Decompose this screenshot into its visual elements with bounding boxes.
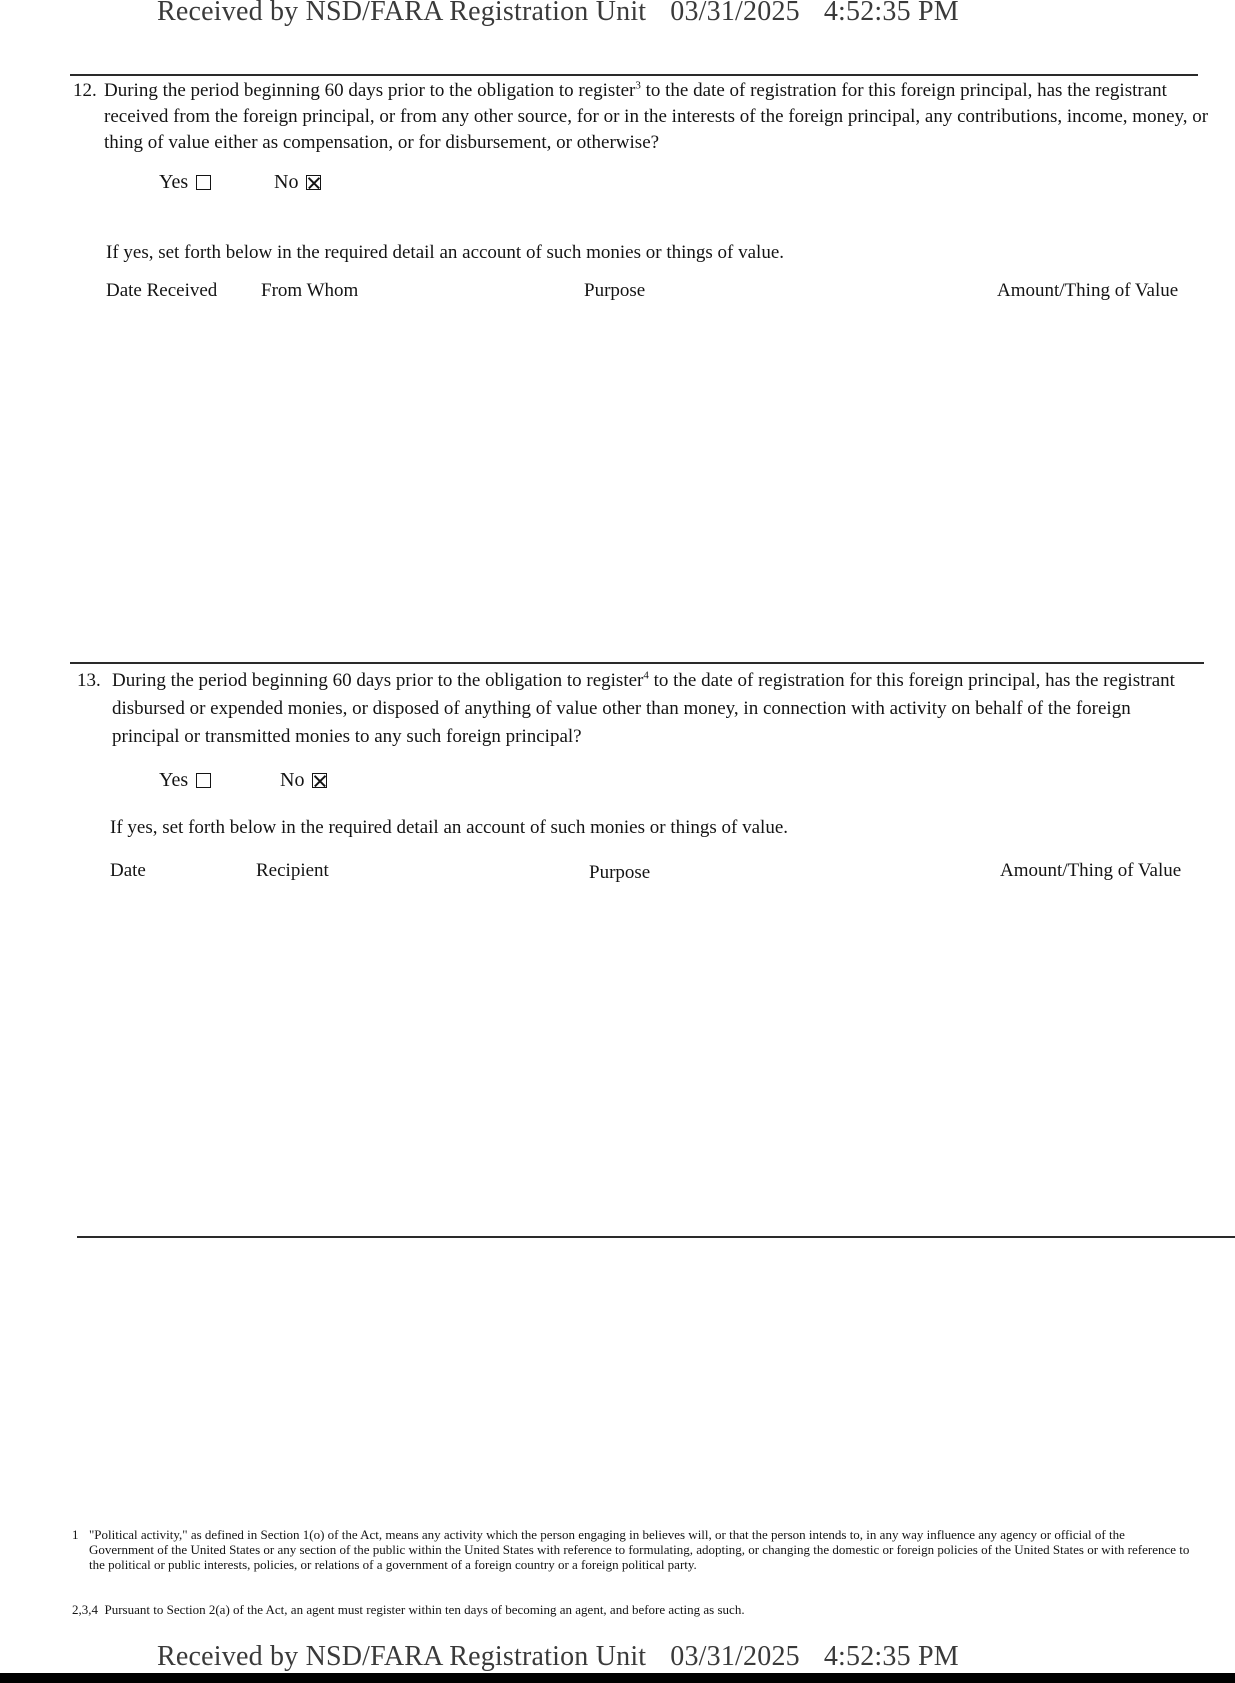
q12-yes-option[interactable] — [159, 171, 211, 194]
footnote-1-text: "Political activity," as defined in Section 1(o) of the Act, means any activity which the person engaging in believes will, or that the person intends to, in any way influence any agency or official of the Government of the United States or any section of the public within the United States with reference to formulating, adopting, or changing the domestic or foreign policies of the United States or with reference to the political or public interests, policies, or relations of a government of a foreign country or a foreign political party. — [89, 1527, 1190, 1572]
q12-col-from-whom: From Whom — [261, 280, 359, 301]
q12-no-checkbox-checked[interactable] — [306, 175, 321, 190]
stamp-text: Received by NSD/FARA Registration Unit — [157, 1641, 647, 1672]
stamp-time: 4:52:35 PM — [823, 1641, 959, 1672]
q13-col-purpose: Purpose — [589, 862, 651, 883]
q12-no-label: No — [274, 171, 299, 193]
footnote-2-3-4-marker: 2,3,4 — [72, 1602, 98, 1617]
question-13 — [77, 667, 1202, 751]
q12-col-purpose: Purpose — [584, 280, 646, 301]
q13-no-checkbox-checked[interactable] — [312, 773, 327, 788]
question-13-text-before: During the period beginning 60 days prior to the obligation to register — [112, 670, 644, 691]
footnote-1 — [72, 1527, 1192, 1572]
question-13-text-after: to the date of registration for this foreign principal, has the registrant disbursed or expended monies, or disposed of anything of value other than money, in connection with activity on behalf of the foreign principal or transmitted monies to any such foreign principal? — [112, 670, 1175, 747]
q13-yes-checkbox[interactable] — [196, 773, 211, 788]
footnote-ref-3: 3 — [635, 79, 641, 92]
q12-no-option[interactable] — [274, 171, 321, 194]
page-bottom-edge — [0, 1673, 1235, 1683]
q13-col-recipient: Recipient — [256, 860, 329, 881]
question-12-text-after: to the date of registration for this foreign principal, has the registrant received from the foreign principal, or from any other source, for or in the interests of the foreign principal, any contributions, income, money, or thing of value either as compensation, or for disbursement, or otherwise? — [104, 80, 1209, 153]
stamp-time: 4:52:35 PM — [823, 0, 959, 27]
q13-no-option[interactable] — [280, 769, 327, 792]
received-stamp-top — [157, 0, 959, 28]
q12-instruction: If yes, set forth below in the required detail an account of such monies or things of value. — [106, 242, 784, 263]
question-12 — [73, 78, 1221, 156]
q12-col-amount: Amount/Thing of Value — [997, 280, 1179, 301]
stamp-date: 03/31/2025 — [670, 1641, 800, 1672]
question-12-text-before: During the period beginning 60 days prior to the obligation to register — [104, 80, 636, 101]
q13-yes-option[interactable] — [159, 769, 211, 792]
q13-instruction: If yes, set forth below in the required detail an account of such monies or things of value. — [110, 817, 788, 838]
q13-col-amount: Amount/Thing of Value — [1000, 860, 1182, 881]
question-13-number: 13. — [77, 670, 101, 691]
section-divider-13 — [70, 662, 1204, 664]
footnote-ref-4: 4 — [643, 669, 649, 682]
q12-col-date-received: Date Received — [106, 280, 218, 301]
q13-col-date: Date — [110, 860, 146, 881]
q13-no-label: No — [280, 769, 305, 791]
footnote-2-3-4 — [72, 1602, 1192, 1617]
received-stamp-bottom — [157, 1641, 959, 1673]
stamp-date: 03/31/2025 — [670, 0, 800, 27]
stamp-text: Received by NSD/FARA Registration Unit — [157, 0, 647, 27]
q12-yes-checkbox[interactable] — [196, 175, 211, 190]
footnote-1-marker: 1 — [72, 1527, 79, 1542]
footnote-2-3-4-text: Pursuant to Section 2(a) of the Act, an agent must register within ten days of becoming an agent, and before acting as such. — [104, 1602, 745, 1617]
question-12-number: 12. — [73, 80, 97, 101]
q13-yes-label: Yes — [159, 769, 189, 791]
footnote-divider — [77, 1236, 1235, 1238]
q12-yes-label: Yes — [159, 171, 189, 193]
section-divider-12 — [70, 74, 1198, 76]
